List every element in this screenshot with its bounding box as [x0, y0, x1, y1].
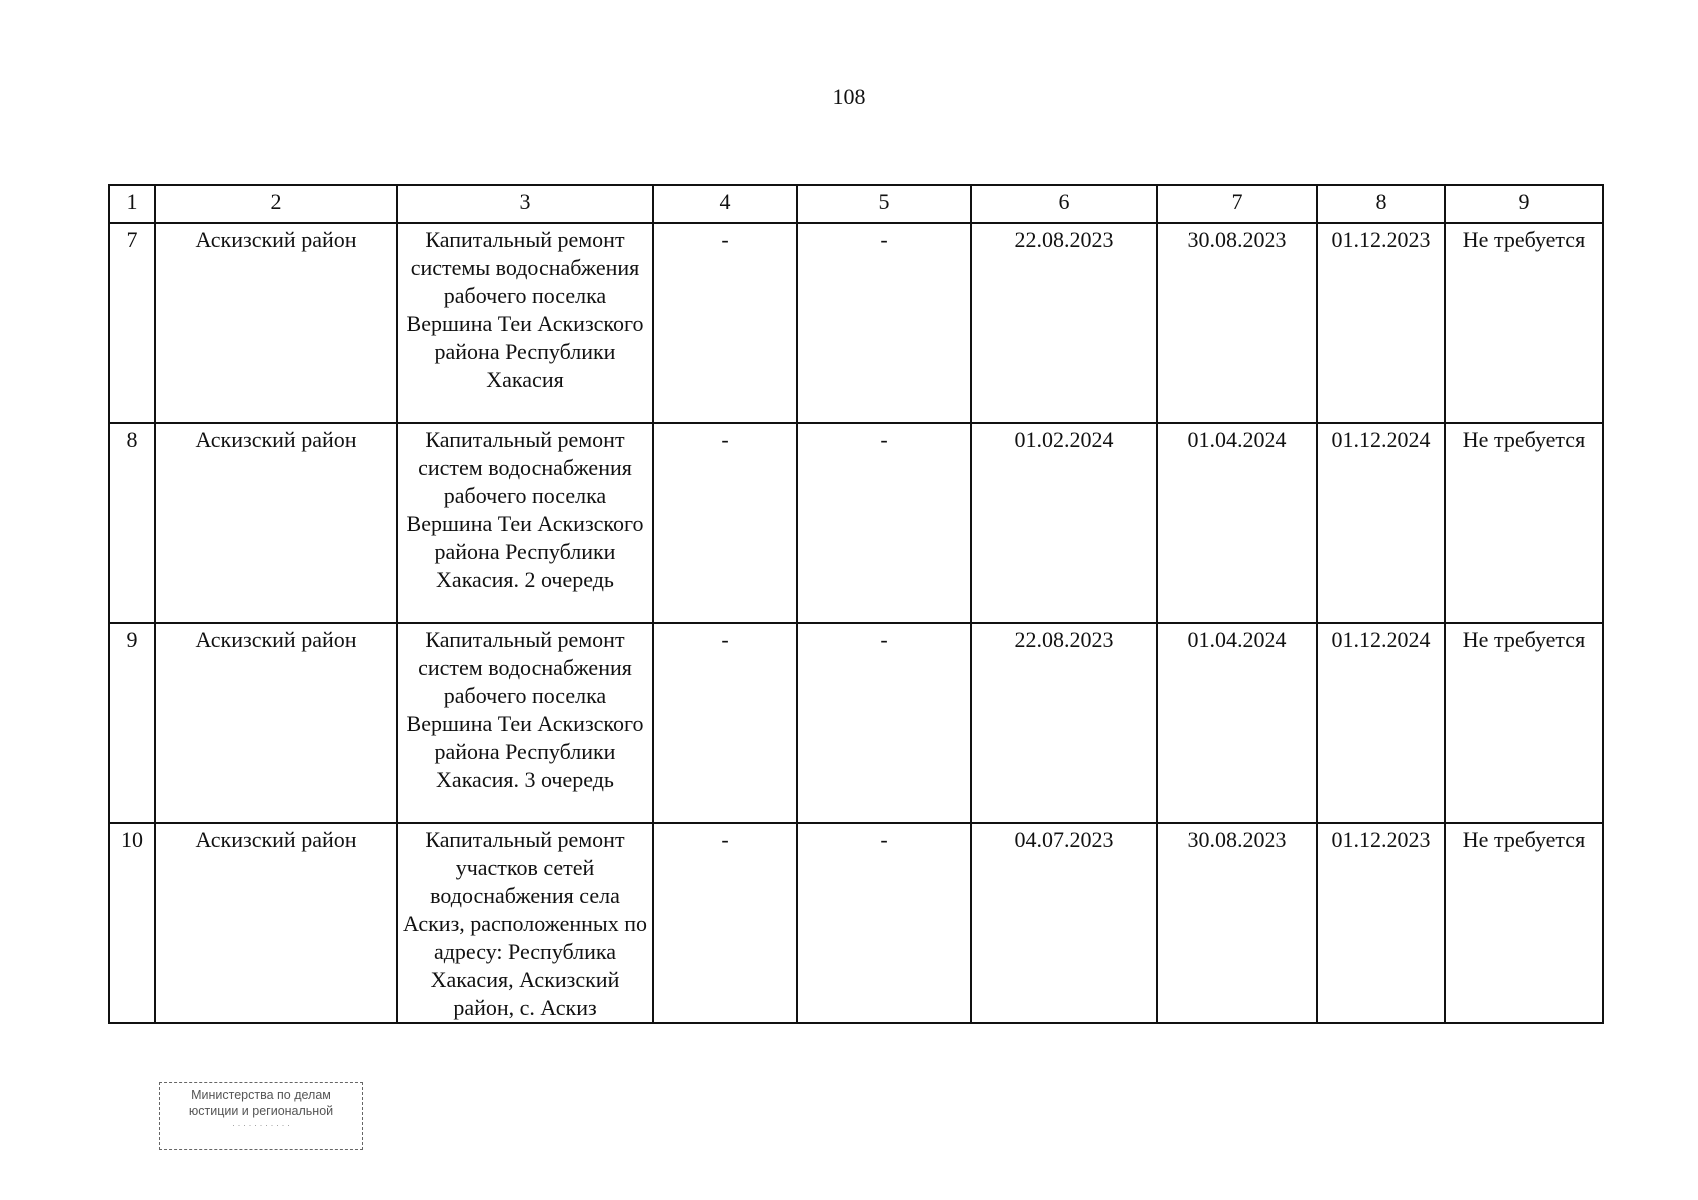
header-cell: 6	[971, 185, 1157, 223]
stamp-line: юстиции и региональной	[188, 1104, 334, 1118]
header-cell: 7	[1157, 185, 1317, 223]
district-cell: Аскизский район	[155, 623, 397, 823]
header-row	[109, 185, 1603, 223]
column-4-cell: -	[653, 623, 797, 823]
district-cell: Аскизский район	[155, 823, 397, 1023]
header-cell: 5	[797, 185, 971, 223]
project-name-cell: Капитальный ремонт системы водоснабжения рабочего поселка Вершина Теи Аскизского района Республики Хакасия	[397, 223, 653, 423]
header-cell: 2	[155, 185, 397, 223]
header-cell: 1	[109, 185, 155, 223]
requirement-cell: Не требуется	[1445, 823, 1603, 1023]
stamp-line: Министерства по делам	[191, 1088, 331, 1102]
date-cell: 01.12.2023	[1317, 223, 1445, 423]
date-cell: 30.08.2023	[1157, 223, 1317, 423]
date-cell: 01.12.2023	[1317, 823, 1445, 1023]
column-4-cell: -	[653, 823, 797, 1023]
schedule-table	[108, 184, 1604, 1024]
column-4-cell: -	[653, 423, 797, 623]
date-cell: 30.08.2023	[1157, 823, 1317, 1023]
project-name-cell: Капитальный ремонт систем водоснабжения рабочего поселка Вершина Теи Аскизского района Республики Хакасия. 2 очередь	[397, 423, 653, 623]
row-number-cell: 9	[109, 623, 155, 823]
table-row	[109, 223, 1603, 423]
date-cell: 01.12.2024	[1317, 623, 1445, 823]
date-cell: 22.08.2023	[971, 623, 1157, 823]
column-5-cell: -	[797, 223, 971, 423]
header-cell: 3	[397, 185, 653, 223]
row-number-cell: 7	[109, 223, 155, 423]
district-cell: Аскизский район	[155, 423, 397, 623]
header-cell: 9	[1445, 185, 1603, 223]
date-cell: 04.07.2023	[971, 823, 1157, 1023]
ministry-stamp	[159, 1082, 363, 1150]
table-row	[109, 823, 1603, 1023]
requirement-cell: Не требуется	[1445, 623, 1603, 823]
date-cell: 01.12.2024	[1317, 423, 1445, 623]
date-cell: 01.02.2024	[971, 423, 1157, 623]
date-cell: 01.04.2024	[1157, 423, 1317, 623]
project-name-cell: Капитальный ремонт систем водоснабжения рабочего поселка Вершина Теи Аскизского района Республики Хакасия. 3 очередь	[397, 623, 653, 823]
column-5-cell: -	[797, 823, 971, 1023]
row-number-cell: 10	[109, 823, 155, 1023]
requirement-cell: Не требуется	[1445, 223, 1603, 423]
table-row	[109, 423, 1603, 623]
page-number: 108	[832, 84, 866, 109]
requirement-cell: Не требуется	[1445, 423, 1603, 623]
date-cell: 22.08.2023	[971, 223, 1157, 423]
header-cell: 8	[1317, 185, 1445, 223]
stamp-line: · · · · · · · · · · ·	[232, 1120, 290, 1130]
row-number-cell: 8	[109, 423, 155, 623]
date-cell: 01.04.2024	[1157, 623, 1317, 823]
district-cell: Аскизский район	[155, 223, 397, 423]
project-name-cell: Капитальный ремонт участков сетей водоснабжения села Аскиз, расположенных по адресу: Республика Хакасия, Аскизский район, с. Аскиз	[397, 823, 653, 1023]
header-cell: 4	[653, 185, 797, 223]
column-5-cell: -	[797, 623, 971, 823]
column-4-cell: -	[653, 223, 797, 423]
table-row	[109, 623, 1603, 823]
column-5-cell: -	[797, 423, 971, 623]
